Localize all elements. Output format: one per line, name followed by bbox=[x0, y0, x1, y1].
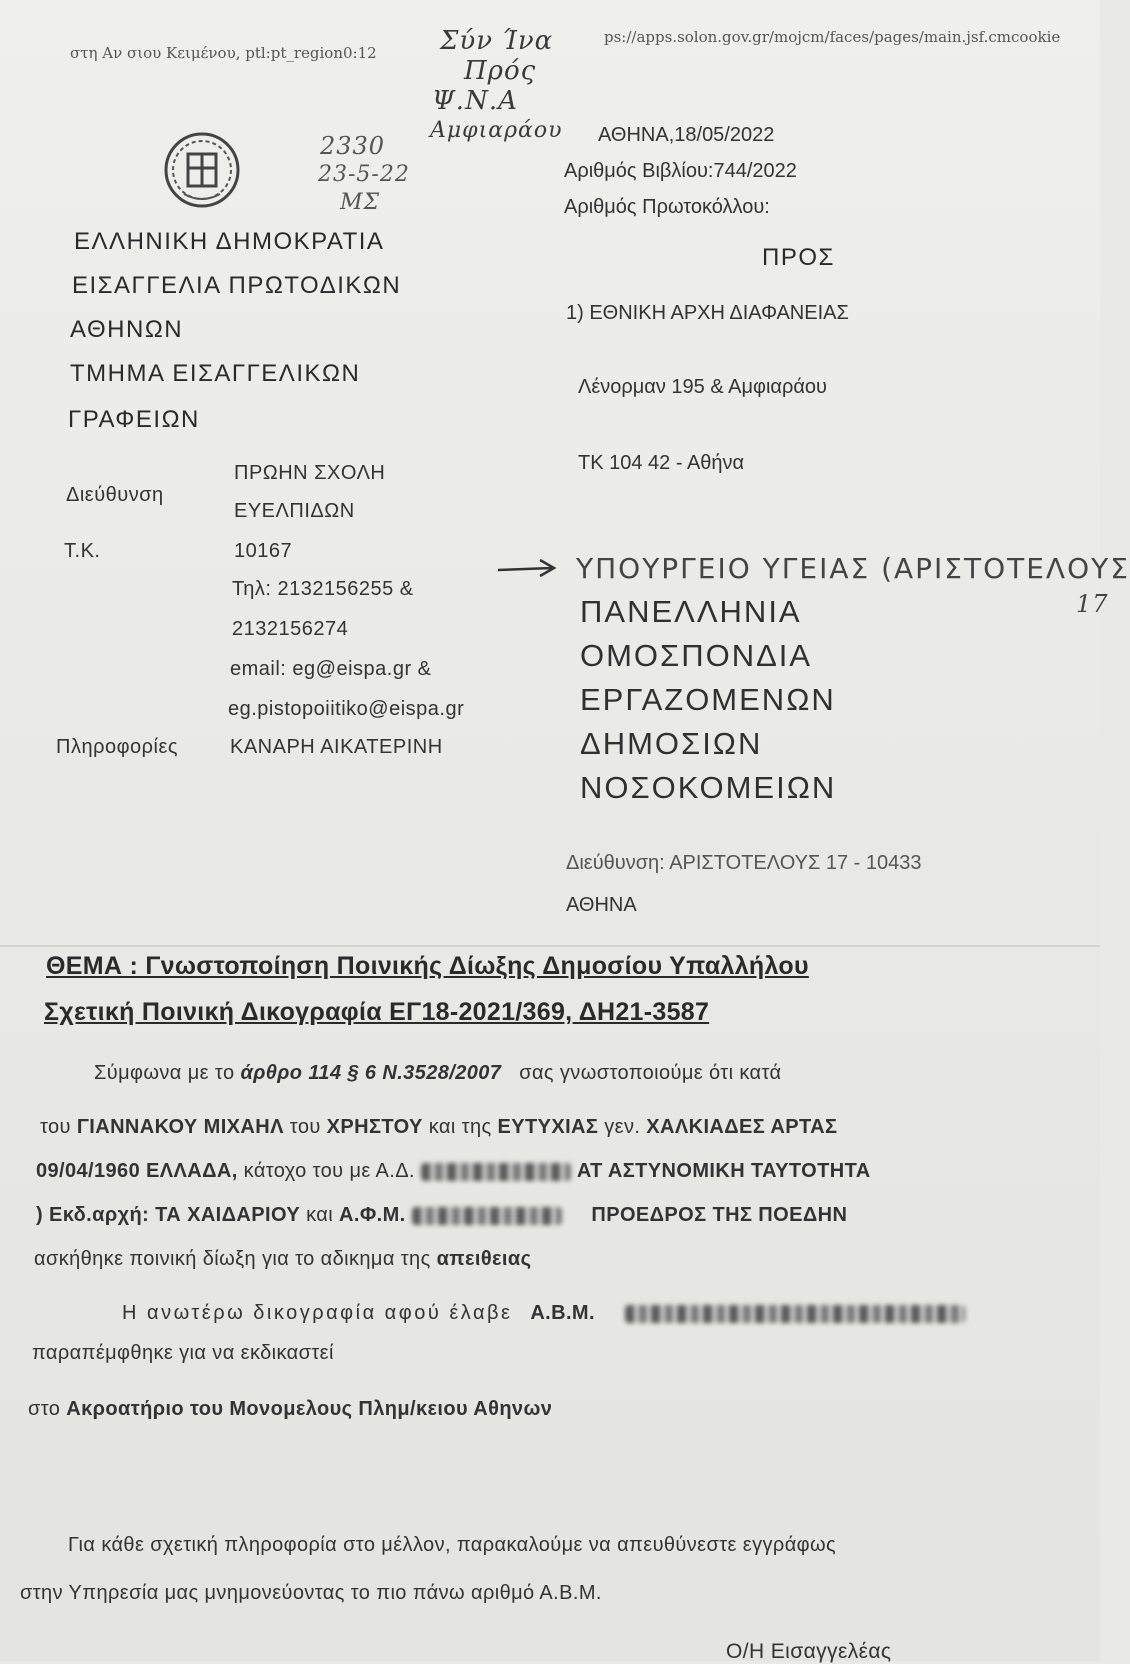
document-date: ΑΘΗΝΑ,18/05/2022 bbox=[598, 124, 775, 146]
handwritten-note-top-4: Αμφιαράου bbox=[430, 118, 563, 143]
info-contact-name: ΚΑΝΑΡΗ ΑΙΚΑΤΕΡΙΝΗ bbox=[230, 736, 443, 758]
body-paragraph-7: παραπέμφθηκε για να εκδικαστεί bbox=[32, 1342, 334, 1364]
body-paragraph-2: του ΓΙΑΝΝΑΚΟΥ ΜΙΧΑΗΛ του ΧΡΗΣΤΟΥ και της ΕΥΤΥΧΙΑΣ γεν. ΧΑΛΚΙΑΔΕΣ ΑΡΤΑΣ bbox=[40, 1116, 838, 1138]
print-header-left: στη Αν σιου Κειμένου, ptl:pt_region0:12 bbox=[70, 44, 377, 62]
handwritten-ministry-number: 17 bbox=[1076, 590, 1109, 618]
handwritten-note-top-3: Ψ.Ν.Α bbox=[432, 86, 518, 116]
handwritten-note-top-1: Σύν Ίνα bbox=[440, 26, 554, 56]
redacted-tax-number bbox=[412, 1207, 562, 1225]
handwritten-arrow-icon bbox=[496, 556, 560, 580]
signature-label: Ο/Η Εισαγγελέας bbox=[726, 1640, 892, 1663]
handwritten-note-left-2: 23-5-22 bbox=[318, 162, 410, 187]
handwritten-ministry-note: ΥΠΟΥΡΓΕΙΟ ΥΓΕΙΑΣ (ΑΡΙΣΤΟΤΕΛΟΥΣ bbox=[576, 552, 1130, 585]
book-number: Αριθμός Βιβλίου:744/2022 bbox=[564, 160, 797, 182]
redacted-id-number bbox=[421, 1163, 571, 1181]
greek-republic-emblem-icon bbox=[160, 130, 244, 210]
email-line-1: email: eg@eispa.gr & bbox=[230, 658, 432, 680]
recipient-1-address: Λένορμαν 195 & Αμφιαράου bbox=[578, 376, 827, 398]
recipient-2-city: ΑΘΗΝΑ bbox=[566, 894, 637, 916]
handwritten-note-top-2: Πρός bbox=[464, 56, 537, 86]
body-paragraph-3: 09/04/1960 ΕΛΛΑΔΑ, κάτοχο του με Α.Δ. ΑΤ ΑΣΤΥΝΟΜΙΚΗ ΤΑΥΤΟΤΗΤΑ bbox=[36, 1160, 871, 1182]
sender-line-5: ΓΡΑΦΕΙΩΝ bbox=[68, 406, 200, 433]
recipient-2-address: Διεύθυνση: ΑΡΙΣΤΟΤΕΛΟΥΣ 17 - 10433 bbox=[566, 852, 922, 874]
recipient-2-line-5: ΝΟΣΟΚΟΜΕΙΩΝ bbox=[580, 770, 837, 805]
address-line-1: ΠΡΩΗΝ ΣΧΟΛΗ bbox=[234, 462, 386, 484]
body-paragraph-8: στο Ακροατήριο του Μονομελους Πλημ/κειου Αθηνων bbox=[28, 1398, 553, 1420]
sender-line-2: ΕΙΣΑΓΓΕΛΙΑ ΠΡΩΤΟΔΙΚΩΝ bbox=[72, 272, 402, 299]
postcode-label: Τ.Κ. bbox=[64, 540, 101, 562]
body-paragraph-6: Η ανωτέρω δικογραφία αφού έλαβε Α.Β.Μ. bbox=[122, 1302, 965, 1325]
phone-line-1: Τηλ: 2132156255 & bbox=[232, 578, 414, 600]
handwritten-note-left-3: ΜΣ bbox=[340, 190, 381, 215]
recipient-2-line-1: ΠΑΝΕΛΛΗΝΙΑ bbox=[580, 594, 802, 629]
protocol-number: Αριθμός Πρωτοκόλλου: bbox=[564, 196, 770, 218]
redacted-abm-number bbox=[625, 1305, 965, 1323]
address-label: Διεύθυνση bbox=[66, 484, 164, 506]
section-divider bbox=[0, 945, 1100, 947]
subject-line-1: ΘΕΜΑ : Γνωστοποίηση Ποινικής Δίωξης Δημοσίου Υπαλλήλου bbox=[46, 952, 809, 980]
body-paragraph-4: ) Εκδ.αρχή: ΤΑ ΧΑΙΔΑΡΙΟΥ και Α.Φ.Μ. ΠΡΟΕΔΡΟΣ ΤΗΣ ΠΟΕΔΗΝ bbox=[36, 1204, 848, 1226]
phone-line-2: 2132156274 bbox=[232, 618, 349, 640]
body-paragraph-5: ασκήθηκε ποινική δίωξη για το αδικημα της απειθειας bbox=[34, 1248, 532, 1270]
sender-line-3: ΑΘΗΝΩΝ bbox=[70, 316, 184, 343]
recipient-1-postcode: ΤΚ 104 42 - Αθήνα bbox=[578, 452, 745, 474]
recipient-1-name: 1) ΕΘΝΙΚΗ ΑΡΧΗ ΔΙΑΦΑΝΕΙΑΣ bbox=[566, 302, 849, 324]
postcode-value: 10167 bbox=[234, 540, 293, 562]
handwritten-note-left-1: 2330 bbox=[320, 132, 386, 160]
body-paragraph-9: Για κάθε σχετική πληροφορία στο μέλλον, παρακαλούμε να απευθύνεστε εγγράφως bbox=[68, 1534, 837, 1556]
body-paragraph-10: στην Υπηρεσία μας μνημονεύοντας το πιο πάνω αριθμό Α.Β.Μ. bbox=[20, 1582, 602, 1604]
recipient-2-line-2: ΟΜΟΣΠΟΝΔΙΑ bbox=[580, 638, 813, 673]
recipient-2-line-3: ΕΡΓΑΖΟΜΕΝΩΝ bbox=[580, 682, 836, 717]
recipient-2-line-4: ΔΗΜΟΣΙΩΝ bbox=[580, 726, 763, 761]
body-paragraph-1: Σύμφωνα με το άρθρο 114 § 6 Ν.3528/2007 σας γνωστοποιούμε ότι κατά bbox=[94, 1062, 782, 1084]
sender-line-4: ΤΜΗΜΑ ΕΙΣΑΓΓΕΛΙΚΩΝ bbox=[70, 360, 361, 387]
email-line-2: eg.pistopoiitiko@eispa.gr bbox=[228, 698, 465, 720]
address-line-2: ΕΥΕΛΠΙΔΩΝ bbox=[234, 500, 355, 522]
sender-line-1: ΕΛΛΗΝΙΚΗ ΔΗΜΟΚΡΑΤΙΑ bbox=[74, 228, 385, 255]
info-label: Πληροφορίες bbox=[56, 736, 179, 758]
subject-line-2: Σχετική Ποινική Δικογραφία ΕΓ18-2021/369, ΔΗ21-3587 bbox=[44, 998, 710, 1026]
to-label: ΠΡΟΣ bbox=[762, 244, 835, 271]
print-header-url: ps://apps.solon.gov.gr/mojcm/faces/pages/main.jsf.cmcookie bbox=[604, 28, 1061, 46]
